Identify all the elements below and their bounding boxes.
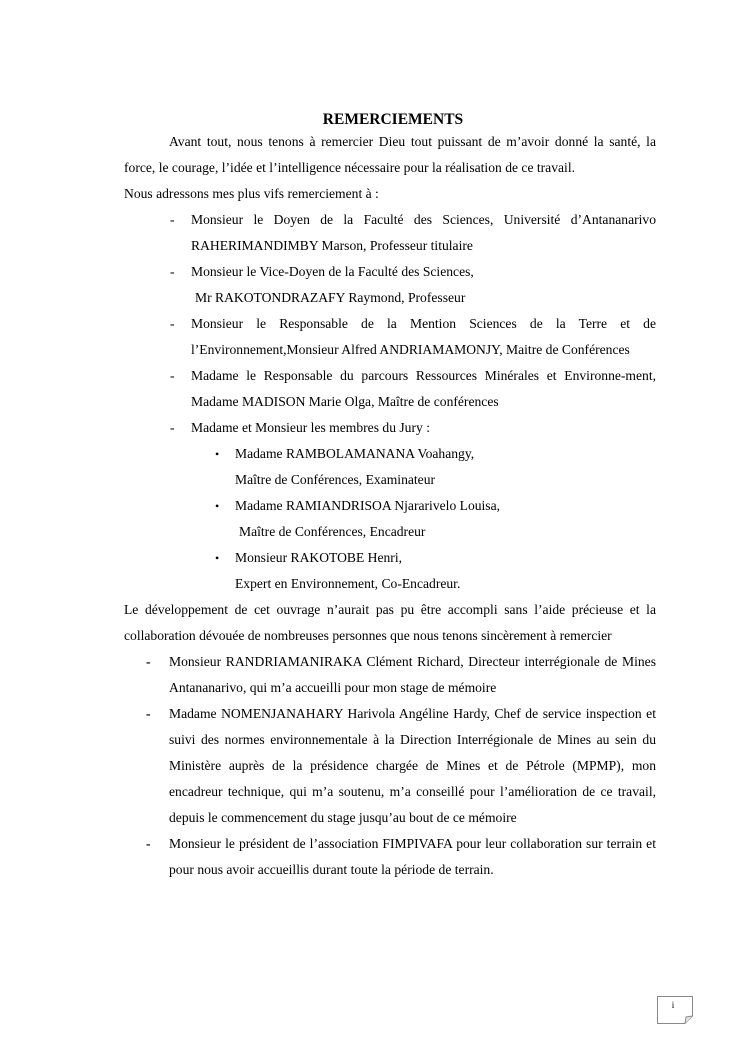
jury-list xyxy=(124,441,656,597)
dash-marker: - xyxy=(146,706,151,721)
list-item-line: Monsieur le Vice-Doyen de la Faculté des Sciences, xyxy=(191,264,474,279)
collaborator-list xyxy=(124,649,656,883)
jury-name: Madame RAMBOLAMANANA Voahangy, xyxy=(235,446,475,461)
list-item-text: Madame et Monsieur les membres du Jury : xyxy=(191,420,430,435)
dash-marker: - xyxy=(170,264,175,279)
dash-marker: - xyxy=(146,654,151,669)
list-item xyxy=(124,311,656,363)
list-item xyxy=(124,259,656,311)
list-item-text: Monsieur RANDRIAMANIRAKA Clément Richard, Directeur interrégionale de Mines Antananarivo, qui m’a accueilli pour mon stage de mémoire xyxy=(169,654,656,695)
jury-member xyxy=(124,545,656,597)
jury-member xyxy=(124,441,656,493)
dash-marker: - xyxy=(170,212,175,227)
page-number-box xyxy=(657,996,693,1024)
bullet-marker: • xyxy=(215,447,220,461)
list-item-line: Monsieur le Doyen de la Faculté des Sciences, Université d’Antananarivo xyxy=(191,212,656,227)
list-item xyxy=(124,415,656,441)
intro-paragraph: Avant tout, nous tenons à remercier Dieu tout puissant de m’avoir donné la santé, la force, le courage, l’idée et l’intelligence nécessaire pour la réalisation de ce travail. xyxy=(124,134,656,175)
list-item-text: Monsieur le Responsable de la Mention Sciences de la Terre et de l’Environnement,Monsieur Alfred ANDRIAMAMONJY, Maitre de Conférences xyxy=(191,316,656,357)
thanks-lead: Nous adressons mes plus vifs remerciement à : xyxy=(124,186,379,201)
list-item-text: Madame NOMENJANAHARY Harivola Angéline Hardy, Chef de service inspection et suivi des normes environnementale à la Direction Interrégionale de Mines au sein du Ministère auprès de la présidence chargée de Mines et de Pétrole (MPMP), mon encadreur technique, qui m’a soutenu, m’a conseillé pour l’amélioration de ce travail, depuis le commencement du stage jusqu’au bout de ce mémoire xyxy=(169,706,656,825)
bullet-marker: • xyxy=(215,551,220,565)
jury-role: Maître de Conférences, Examinateur xyxy=(235,472,436,487)
list-item-text: Monsieur le président de l’association FIMPIVAFA pour leur collaboration sur terrain et pour nous avoir accueillis durant toute la période de terrain. xyxy=(169,836,656,877)
list-item xyxy=(124,363,656,415)
page-title: REMERCIEMENTS xyxy=(322,111,464,128)
document-page xyxy=(124,108,656,883)
page-number: i xyxy=(671,1000,675,1010)
list-item-text: Madame le Responsable du parcours Ressources Minérales et Environne-ment, Madame MADISON Marie Olga, Maître de conférences xyxy=(191,368,656,409)
list-item-line: Mr RAKOTONDRAZAFY Raymond, Professeur xyxy=(195,290,466,305)
jury-role: Expert en Environnement, Co-Encadreur. xyxy=(235,576,461,591)
bullet-marker: • xyxy=(215,499,220,513)
list-item xyxy=(124,649,656,701)
dash-list xyxy=(124,207,656,441)
collaboration-paragraph: Le développement de cet ouvrage n’aurait pas pu être accompli sans l’aide précieuse et la collaboration dévouée de nombreuses personnes que nous tenons sincèrement à remercier xyxy=(124,602,656,643)
jury-role: Maître de Conférences, Encadreur xyxy=(239,524,426,539)
jury-name: Madame RAMIANDRISOA Njararivelo Louisa, xyxy=(235,498,501,513)
dash-marker: - xyxy=(170,368,175,383)
jury-name: Monsieur RAKOTOBE Henri, xyxy=(235,550,403,565)
jury-member xyxy=(124,493,656,545)
dash-marker: - xyxy=(170,420,175,435)
dash-marker: - xyxy=(146,836,151,851)
list-item xyxy=(124,831,656,883)
list-item xyxy=(124,701,656,831)
dash-marker: - xyxy=(170,316,175,331)
list-item xyxy=(124,207,656,259)
list-item-line: RAHERIMANDIMBY Marson, Professeur titulaire xyxy=(191,238,473,253)
